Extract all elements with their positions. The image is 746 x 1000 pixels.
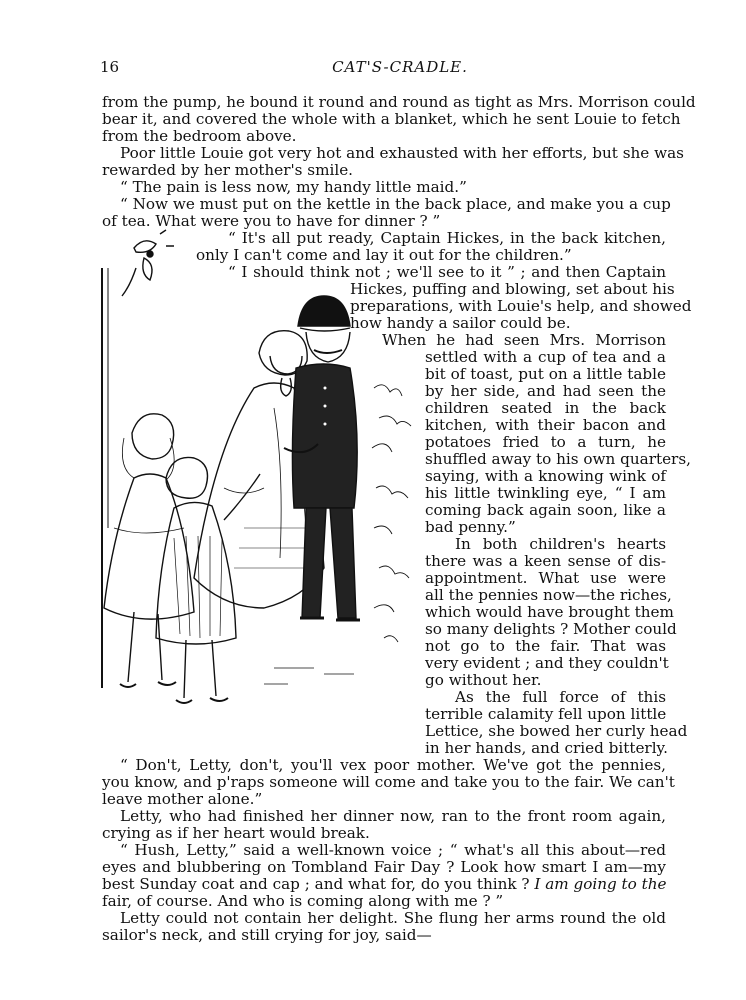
shrubbery — [372, 385, 411, 642]
text-line: Lettice, she bowed her curly head — [425, 722, 688, 740]
text-line: in her hands, and cried bitterly. — [425, 739, 668, 757]
text-line: leave mother alone.” — [102, 790, 263, 808]
text-line: from the pump, he bound it round and round as tight as Mrs. Morrison could — [102, 93, 696, 111]
text-line: of tea. What were you to have for dinner ? ” — [102, 212, 441, 230]
text-line: When he had seen Mrs. Morrison — [382, 331, 666, 349]
text-line: settled with a cup of tea and a — [425, 348, 666, 366]
text-line: so many delights ? Mother could — [425, 620, 677, 638]
text-line: all the pennies now—the riches, — [425, 586, 672, 604]
page-number: 16 — [100, 58, 120, 76]
text-line: sailor's neck, and still crying for joy, said— — [102, 926, 432, 944]
text-line: Poor little Louie got very hot and exhausted with her efforts, but she was — [120, 144, 684, 162]
man-figure — [284, 296, 360, 620]
text-line: preparations, with Louie's help, and showed — [350, 297, 692, 315]
text-line: “ It's all put ready, Captain Hickes, in the back kitchen, — [228, 229, 666, 247]
illustration — [74, 228, 422, 718]
text-fragment: best Sunday coat and cap ; and what for, do you think ? — [102, 875, 530, 893]
text-line: not go to the fair. That was — [425, 637, 666, 655]
text-line: Hickes, puffing and blowing, set about his — [350, 280, 675, 298]
text-line: Letty, who had finished her dinner now, ran to the front room again, — [120, 807, 666, 825]
text-line: As the full force of this — [455, 688, 666, 706]
text-line: terrible calamity fell upon little — [425, 705, 667, 723]
text-line: “ Hush, Letty,” said a well-known voice ; “ what's all this about—red — [120, 841, 666, 859]
text-line: rewarded by her mother's smile. — [102, 161, 354, 179]
text-line: go without her. — [425, 671, 542, 689]
text-line: there was a keen sense of dis- — [425, 552, 666, 570]
text-line: how handy a sailor could be. — [350, 314, 571, 332]
door-frame — [102, 268, 108, 688]
girl-figure-left — [104, 414, 194, 687]
text-line: appointment. What use were — [425, 569, 666, 587]
text-line: saying, with a knowing wink of — [425, 467, 666, 485]
text-line: children seated in the back — [425, 399, 666, 417]
text-line: bear it, and covered the whole with a blanket, which he sent Louie to fetch — [102, 110, 681, 128]
text-line: which would have brought them — [425, 603, 674, 621]
text-line: coming back again soon, like a — [425, 501, 666, 519]
text-line: In both children's hearts — [455, 535, 666, 553]
text-line: fair, of course. And who is coming along with me ? ” — [102, 892, 504, 910]
text-line: only I can't come and lay it out for the children.” — [196, 246, 572, 264]
flower-sprig — [122, 230, 174, 296]
running-title: CAT'S-CRADLE. — [332, 58, 468, 76]
text-line: from the bedroom above. — [102, 127, 297, 145]
text-line: potatoes fried to a turn, he — [425, 433, 666, 451]
ground — [264, 668, 354, 684]
text-line: by her side, and had seen the — [425, 382, 666, 400]
text-line: Letty could not contain her delight. She flung her arms round the old — [120, 909, 666, 927]
text-line: “ The pain is less now, my handy little maid.” — [120, 178, 467, 196]
text-line: very evident ; and they couldn't — [425, 654, 669, 672]
text-line: kitchen, with their bacon and — [425, 416, 666, 434]
text-line: “ Now we must put on the kettle in the back place, and make you a cup — [120, 195, 671, 213]
text-line: bad penny.” — [425, 518, 516, 536]
text-line: “ I should think not ; we'll see to it ” ; and then Captain — [228, 263, 666, 281]
italic-text: I am going to the — [534, 875, 667, 893]
text-line: you know, and p'raps someone will come and take you to the fair. We can't — [102, 773, 675, 791]
text-line: bit of toast, put on a little table — [425, 365, 666, 383]
text-line: “ Don't, Letty, don't, you'll vex poor mother. We've got the pennies, — [120, 756, 666, 774]
text-line: crying as if her heart would break. — [102, 824, 370, 842]
text-line: eyes and blubbering on Tombland Fair Day ? Look how smart I am—my — [102, 858, 666, 876]
text-line — [102, 875, 666, 893]
text-line: shuffled away to his own quarters, — [425, 450, 691, 468]
text-line: his little twinkling eye, “ I am — [425, 484, 666, 502]
